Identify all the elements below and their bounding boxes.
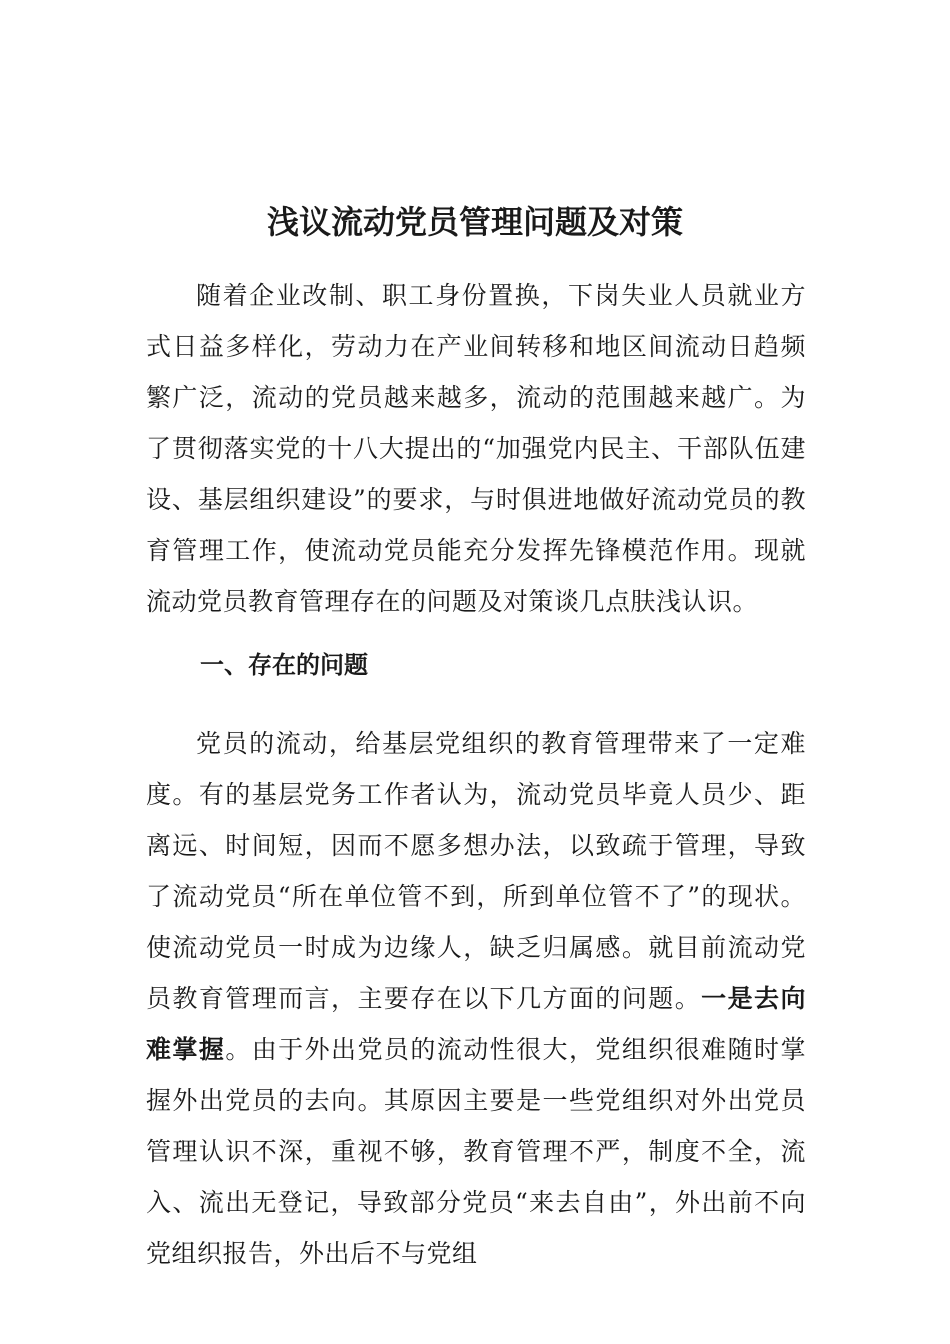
problems-paragraph [146, 718, 806, 1279]
problems-paragraph-text-2: 。由于外出党员的流动性很大，党组织很难随时掌握外出党员的去向。其原因主要是一些党组织对外出党员管理认识不深，重视不够，教育管理不严，制度不全，流入、流出无登记，导致部分党员“来去自由”，外出前不向党组织报告，外出后不与党组 [146, 1035, 806, 1268]
bold-phrase-direction-hard-to-grasp: 一是去向难掌握 [146, 984, 806, 1064]
intro-paragraph: 随着企业改制、职工身份置换，下岗失业人员就业方式日益多样化，劳动力在产业间转移和地区间流动日趋频繁广泛，流动的党员越来越多，流动的范围越来越广。为了贯彻落实党的十八大提出的“加强党内民主、干部队伍建设、基层组织建设”的要求，与时俱进地做好流动党员的教育管理工作，使流动党员能充分发挥先锋模范作用。现就流动党员教育管理存在的问题及对策谈几点肤浅认识。 [146, 281, 806, 616]
document-title: 浅议流动党员管理问题及对策 [266, 203, 683, 241]
problems-paragraph-text-1: 党员的流动，给基层党组织的教育管理带来了一定难度。有的基层党务工作者认为，流动党员毕竟人员少、距离远、时间短，因而不愿多想办法，以致疏于管理，导致了流动党员“所在单位管不到，所到单位管不了”的现状。使流动党员一时成为边缘人，缺乏归属感。就目前流动党员教育管理而言，主要存在以下几方面的问题。 [146, 729, 806, 1013]
section-heading-problems: 一、存在的问题 [200, 651, 368, 679]
